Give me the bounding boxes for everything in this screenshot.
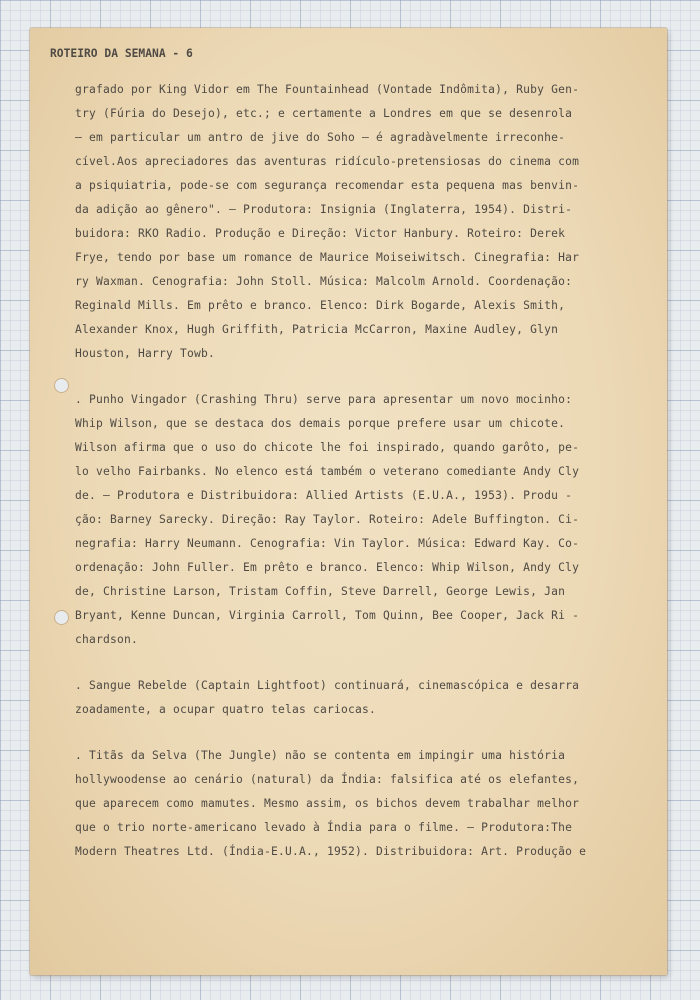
punch-hole xyxy=(54,610,69,625)
punch-hole xyxy=(54,378,69,393)
text-line: Bryant, Kenne Duncan, Virginia Carroll, Tom Quinn, Bee Cooper, Jack Ri - xyxy=(75,609,580,622)
document-body xyxy=(75,78,635,864)
page-header: ROTEIRO DA SEMANA - 6 xyxy=(50,47,193,60)
text-line: ção: Barney Sarecky. Direção: Ray Taylor. Roteiro: Adele Buffington. Ci- xyxy=(75,513,580,526)
text-line: lo velho Fairbanks. No elenco está também o veterano comediante Andy Cly xyxy=(75,465,580,478)
text-line: Modern Theatres Ltd. (Índia-E.U.A., 1952). Distribuidora: Art. Produção e xyxy=(75,845,587,858)
text-line: negrafia: Harry Neumann. Cenografia: Vin Taylor. Música: Edward Kay. Co- xyxy=(75,537,580,550)
text-line: de. — Produtora e Distribuidora: Allied Artists (E.U.A., 1953). Produ - xyxy=(75,489,573,502)
text-line: de, Christine Larson, Tristam Coffin, Steve Darrell, George Lewis, Jan xyxy=(75,585,566,598)
text-line: — em particular um antro de jive do Soho — é agradàvelmente irreconhe- xyxy=(75,131,566,144)
text-line: zoadamente, a ocupar quatro telas cariocas. xyxy=(75,703,377,716)
text-line: a psiquiatria, pode-se com segurança recomendar esta pequena mas benvin- xyxy=(75,179,580,192)
text-line: Frye, tendo por base um romance de Maurice Moiseiwitsch. Cinegrafia: Har xyxy=(75,251,580,264)
text-line: ry Waxman. Cenografia: John Stoll. Música: Malcolm Arnold. Coordenação: xyxy=(75,275,573,288)
text-line: . Sangue Rebelde (Captain Lightfoot) continuará, cinemascópica e desarra xyxy=(75,679,580,692)
paragraph-sangue-rebelde xyxy=(75,674,635,722)
text-line: try (Fúria do Desejo), etc.; e certamente a Londres em que se desenrola xyxy=(75,107,573,120)
text-line: cível.Aos apreciadores das aventuras ridículo-pretensiosas do cinema com xyxy=(75,155,580,168)
text-line: buidora: RKO Radio. Produção e Direção: Victor Hanbury. Roteiro: Derek xyxy=(75,227,566,240)
text-line: Houston, Harry Towb. xyxy=(75,347,216,360)
text-line: grafado por King Vidor em The Fountainhead (Vontade Indômita), Ruby Gen- xyxy=(75,83,580,96)
text-line: da adição ao gênero". — Produtora: Insignia (Inglaterra, 1954). Distri- xyxy=(75,203,573,216)
text-line: que o trio norte-americano levado à Índia para o filme. — Produtora:The xyxy=(75,821,573,834)
text-line: Wilson afirma que o uso do chicote lhe foi inspirado, quando garôto, pe- xyxy=(75,441,580,454)
text-line: Whip Wilson, que se destaca dos demais porque prefere usar um chicote. xyxy=(75,417,566,430)
text-line: que aparecem como mamutes. Mesmo assim, os bichos devem trabalhar melhor xyxy=(75,797,580,810)
paragraph-fountainhead-credits xyxy=(75,78,635,366)
text-line: Reginald Mills. Em prêto e branco. Elenco: Dirk Bogarde, Alexis Smith, xyxy=(75,299,566,312)
text-line: chardson. xyxy=(75,633,139,646)
text-line: Alexander Knox, Hugh Griffith, Patricia McCarron, Maxine Audley, Glyn xyxy=(75,323,559,336)
text-line: . Titãs da Selva (The Jungle) não se contenta em impingir uma história xyxy=(75,749,566,762)
paragraph-punho-vingador xyxy=(75,388,635,652)
paragraph-titas-da-selva xyxy=(75,744,635,864)
text-line: hollywoodense ao cenário (natural) da Índia: falsifica até os elefantes, xyxy=(75,773,580,786)
text-line: . Punho Vingador (Crashing Thru) serve para apresentar um novo mocinho: xyxy=(75,393,573,406)
text-line: ordenação: John Fuller. Em prêto e branco. Elenco: Whip Wilson, Andy Cly xyxy=(75,561,580,574)
